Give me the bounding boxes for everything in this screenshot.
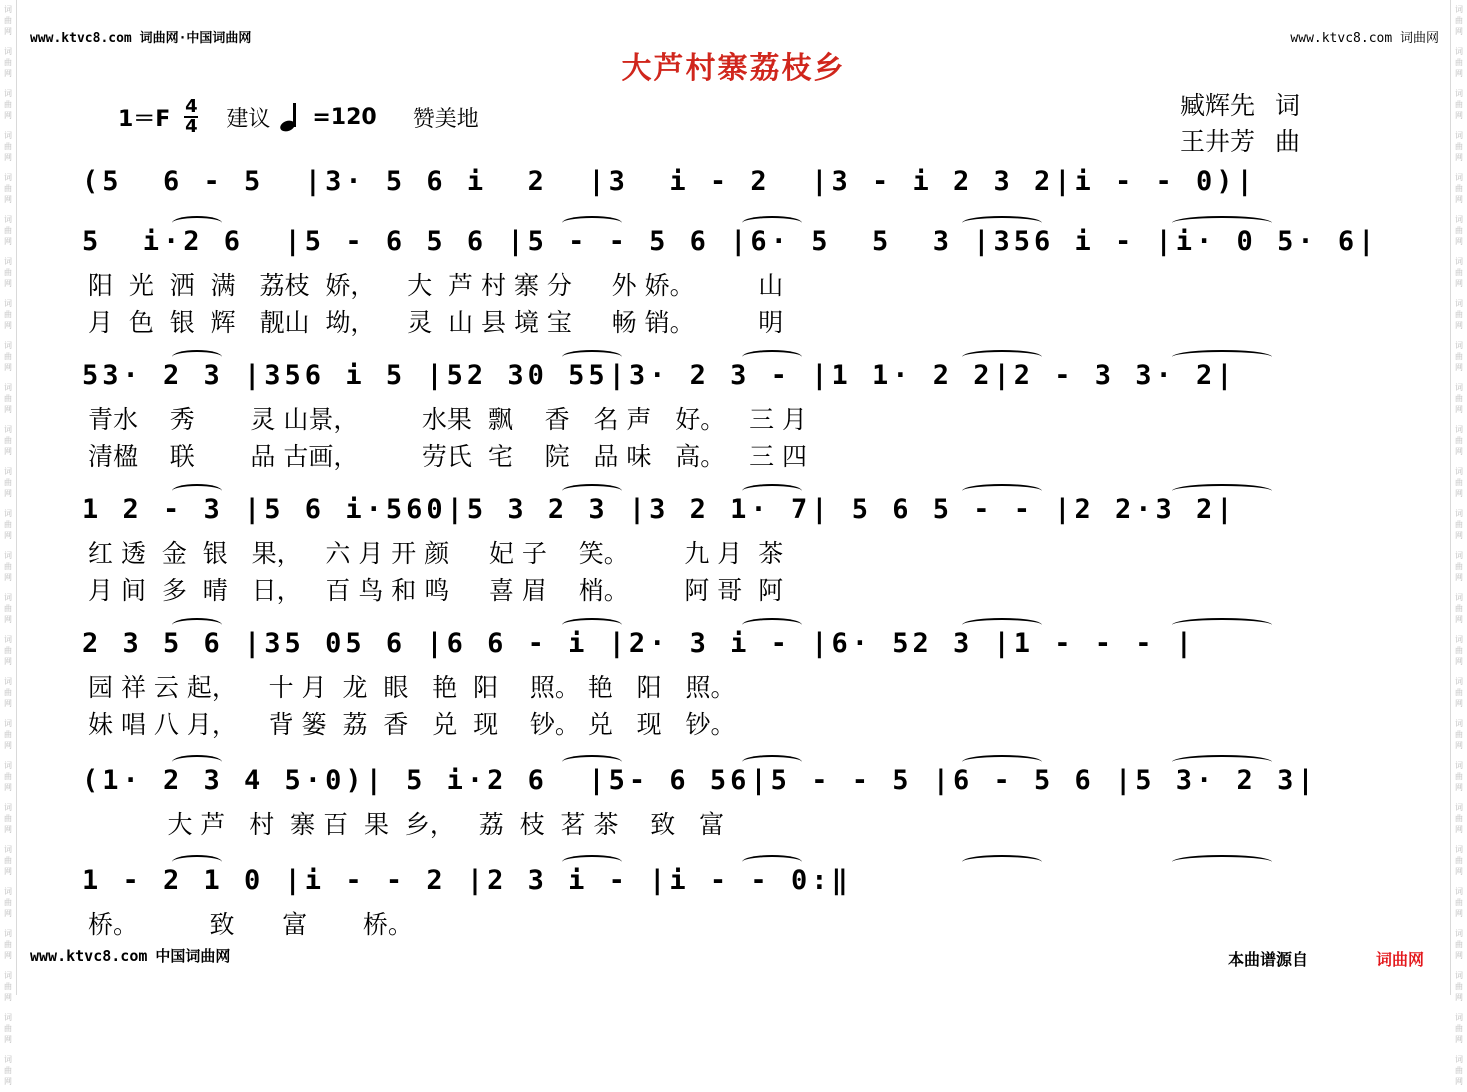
notation-line: 5 i·2 6 |5 - 6 5 6 |5 - - 5 6 |6· 5 5 3 |356 i - |i· 0 5· 6|	[82, 226, 1379, 257]
lyric-line: 月 间 多 晴 日， 百 鸟 和 鸣 喜 眉 梢。 阿 哥 阿	[88, 576, 784, 605]
credits	[1180, 88, 1300, 160]
footer-source-label: 本曲谱源自	[1228, 950, 1309, 969]
lyricist-role: 词	[1275, 91, 1301, 120]
slur-mark	[962, 755, 1042, 769]
lyric-line: 清楹 联 品 古画， 劳氏 宅 院 品 味 高。 三 四	[88, 442, 808, 471]
footer-url: www.ktvc8.com	[30, 947, 148, 965]
slur-mark	[172, 855, 222, 869]
composer-name: 王井芳	[1180, 127, 1256, 156]
score-system	[82, 226, 1382, 336]
composer-credit	[1180, 124, 1300, 160]
slur-mark	[742, 618, 802, 632]
slur-mark	[1172, 755, 1272, 769]
watermark-top-right: www.ktvc8.com 词曲网	[1290, 31, 1439, 46]
slur-mark	[962, 216, 1042, 230]
score-system	[82, 494, 1382, 604]
notation-line: 53· 2 3 |356 i 5 |52 30 55|3· 2 3 - |1 1· 2 2|2 - 3 3· 2|	[82, 360, 1237, 391]
slur-mark	[962, 618, 1042, 632]
slur-mark	[742, 216, 802, 230]
lyric-line: 妹 唱 八 月， 背 篓 荔 香 兑 现 钞。 兑 现 钞。	[88, 710, 736, 739]
composer-role: 曲	[1275, 127, 1301, 156]
slur-mark	[562, 855, 622, 869]
footer-site-name: 中国词曲网	[155, 947, 231, 965]
lyric-line: 桥。 致 富 桥。	[88, 910, 413, 939]
time-numerator: 4	[185, 96, 198, 117]
song-title: 大芦村寨荔枝乡	[621, 51, 846, 86]
slur-mark	[742, 755, 802, 769]
notation-line: (1· 2 3 4 5·0)| 5 i·2 6 |5- 6 56|5 - - 5 |6 - 5 6 |5 3· 2 3|	[82, 765, 1318, 796]
slur-mark	[562, 350, 622, 364]
slur-mark	[742, 855, 802, 869]
slur-mark	[1172, 484, 1272, 498]
time-signature	[184, 98, 198, 136]
score-system	[82, 865, 1382, 975]
notation-line: 1 - 2 1 0 |i - - 2 |2 3 i - |i - - 0:‖	[82, 865, 852, 896]
lyric-line: 青水 秀 灵 山景， 水果 飘 香 名 声 好。 三 月	[88, 405, 808, 434]
slur-mark	[742, 350, 802, 364]
score-system	[82, 628, 1382, 738]
lyricist-credit	[1180, 88, 1300, 124]
quarter-note-icon	[280, 103, 302, 131]
slur-mark	[172, 484, 222, 498]
slur-mark	[562, 618, 622, 632]
slur-mark	[172, 755, 222, 769]
slur-mark	[172, 216, 222, 230]
slur-mark	[172, 618, 222, 632]
slur-mark	[1172, 350, 1272, 364]
notation-line: 2 3 5 6 |35 05 6 |6 6 - i |2· 3 i - |6· 52 3 |1 - - - |	[82, 628, 1197, 659]
slur-mark	[742, 484, 802, 498]
lyric-line: 月 色 银 辉 靓山 坳， 灵 山 县 境 宝 畅 销。 明	[88, 308, 784, 337]
slur-mark	[962, 484, 1042, 498]
score-system	[82, 360, 1382, 470]
slur-mark	[1172, 618, 1272, 632]
footer-brand: 词曲网	[1376, 950, 1425, 969]
lyric-line: 园 祥 云 起， 十 月 龙 眼 艳 阳 照。 艳 阳 照。	[88, 673, 736, 702]
slur-mark	[562, 216, 622, 230]
slur-mark	[1172, 216, 1272, 230]
lyricist-name: 臧辉先	[1180, 91, 1256, 120]
notation-line: (5 6 - 5 |3· 5 6 i 2 |3 i - 2 |3 - i 2 3 2|i - - 0)|	[82, 166, 1257, 197]
key-signature: 1＝F	[118, 106, 171, 132]
slur-mark	[172, 350, 222, 364]
notation-line: 1 2 - 3 |5 6 i·560|5 3 2 3 |3 2 1· 7| 5 6 5 - - |2 2·3 2|	[82, 494, 1237, 525]
lyric-line: 红 透 金 银 果， 六 月 开 颜 妃 子 笑。 九 月 茶	[88, 539, 784, 568]
slur-mark	[1172, 855, 1272, 869]
slur-mark	[962, 350, 1042, 364]
slur-mark	[562, 484, 622, 498]
tempo-value: =120	[312, 104, 377, 130]
right-watermark-strip: 词 曲 网 词 曲 网 词 曲 网 词 曲 网 词 曲 网 词 曲 网 词 曲 网 词 曲 网 词 曲 网 词 曲 网 词 曲 网 词 曲 网 词 曲 网 词 曲 网 词 曲 网 词 曲 网 词 曲 网 词 曲 网 词 曲 网 词 曲 网 词 曲 网 词 曲 网 词 曲 网 词 曲 网 词 曲 网 词 曲 网	[1450, 0, 1467, 995]
mood: 赞美地	[412, 106, 479, 132]
slur-mark	[962, 855, 1042, 869]
watermark-top-left: www.ktvc8.com 词曲网·中国词曲网	[30, 31, 252, 46]
key-tempo-row	[118, 98, 479, 136]
footer-site	[30, 945, 230, 966]
left-watermark-strip: 词 曲 网 词 曲 网 词 曲 网 词 曲 网 词 曲 网 词 曲 网 词 曲 网 词 曲 网 词 曲 网 词 曲 网 词 曲 网 词 曲 网 词 曲 网 词 曲 网 词 曲 网 词 曲 网 词 曲 网 词 曲 网 词 曲 网 词 曲 网 词 曲 网 词 曲 网 词 曲 网 词 曲 网 词 曲 网 词 曲 网	[0, 0, 17, 995]
time-denominator: 4	[185, 116, 198, 137]
slur-mark	[562, 755, 622, 769]
lyric-line: 大 芦 村 寨 百 果 乡， 荔 枝 茗 茶 致 富	[88, 810, 725, 839]
tempo-prefix: 建议	[226, 106, 271, 132]
lyric-line: 阳 光 洒 满 荔枝 娇， 大 芦 村 寨 分 外 娇。 山	[88, 271, 784, 300]
